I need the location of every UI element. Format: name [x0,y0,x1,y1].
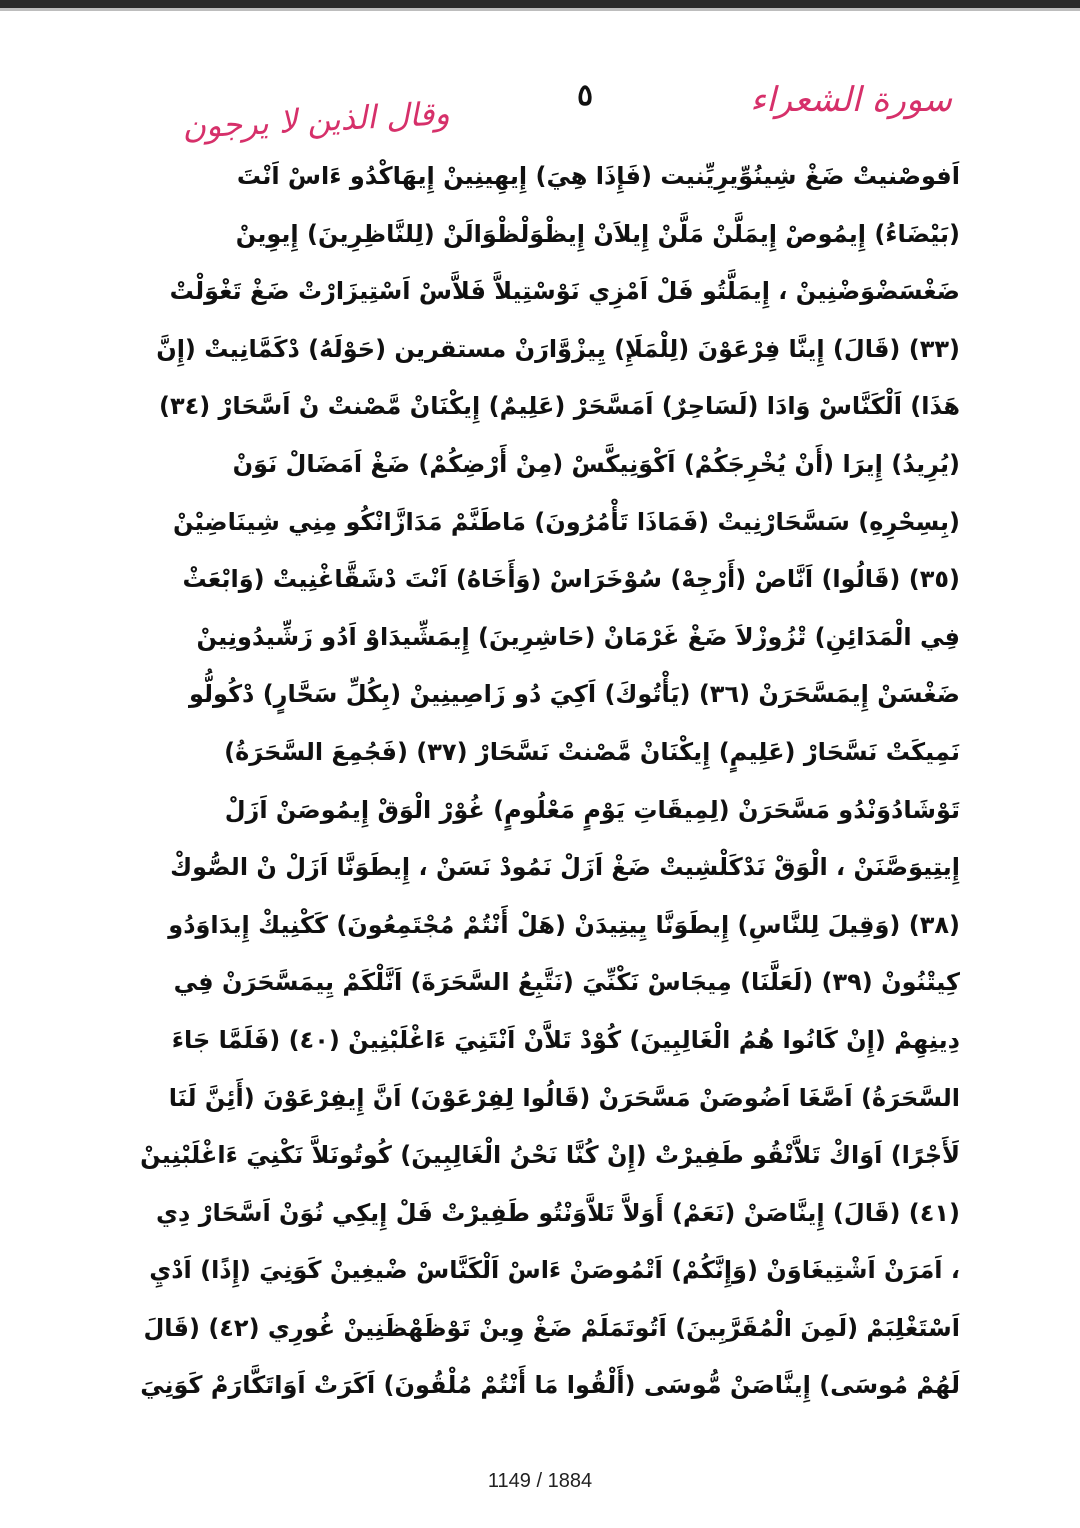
text-line: اَفوصْنيتْ ضَغْ شِينُوِّيرِيِّنيت (فَإِذَا هِيَ) إِيهِينِينْ إِيهَاكْدُو ءَاسْ اَنْتَ [236,162,960,190]
text-line: تَوْشَادُوَنْدُو مَسَّحَرَنْ (لِمِيقَاتِ يَوْمٍ مَعْلُومٍ) غُوْرْ الْوَقْ إِيمُوصَنْ اَزَلْ [224,795,960,824]
surah-title-handwritten: سورة الشعراء [750,80,952,120]
text-line: (بِسِحْرِهِ) سَسَّحَارْنِيتْ (فَمَاذَا تَأْمُرُونَ) مَاطَنَّمْ مَدَازَّانْكُو مِنِي شِينَاضِيْنْ [173,507,960,536]
text-line: ضَغْسَضْوَضْنِينْ ، إِيمَلَّتُو فَلْ اَمْزِي نَوْسْتِيلاَّ فَلاَّسْ اَسْتِيزَارْتْ ضَغْ تَغْوَلْتْ [169,277,960,306]
tafsir-text-block [140,148,960,1415]
top-scan-edge-shadow [0,8,1080,11]
text-line: (بَيْضَاءُ) إِيمُوصْ إِيمَلَّنْ مَلَّنْ إِيلاَنْ إِيظْوَلْظْوَالَنْ (لِلنَّاظِرِينَ) إِيوِينْ [235,219,960,248]
text-line: ، اَمَرَنْ اَشْتِيغَاوَنْ (وَإِنَّكُمْ) اَتْمُوصَنْ ءَاسْ اَلْكَنَّاسْ ضْيغِينْ كَوَنِيَ (إِذًا) اَدْيِ [149,1256,960,1285]
text-line: (٤١) (قَالَ) إِينَّاصَنْ (نَعَمْ) أَوَلاَّ تَلاَّوَنْتُو طَفِيرْتْ فَلْ إِيكِي نُوَنْ اَسَّحَارْ دِي [156,1198,960,1227]
page-counter: 1149 / 1884 [487,1470,593,1492]
text-line: (٣٨) (وَقِيلَ لِلنَّاسِ) إِيطَوَنَّا يِيتِيدَنْ (هَلْ أَنْتُمْ مُجْتَمِعُونَ) كَكْنِيكْ إِيدَاوَدُو [168,910,960,939]
text-line: كِيتْنُونْ (٣٩) (لَعَلَّنَا) مِيجَاسْ نَكْنِّيَ (نَتَّبِعُ السَّحَرَةَ) اَنَّلْكَمْ يِيمَسَّحَرَنْ فِي [173,968,960,997]
text-line: دِينِهِمْ (إِنْ كَانُوا هُمُ الْغَالِبِينَ) كُوْدْ تَلاَّنْ اَنْتَنِيَ ءَاغْلَبْنِينْ (٤٠) (فَلَمَّا جَاءَ [171,1025,960,1054]
page-number: ٥ [576,78,594,113]
text-line: السَّحَرَةُ) اَصَّغَا اَضُوصَنْ مَسَّحَرَنْ (قَالُوا لِفِرْعَوْنَ) اَنَّ إِيفِرْعَوْنَ (أَئِنَّ لَنَا [168,1083,960,1112]
text-line: لَهُمْ مُوسَى) إِينَّاصَنْ مُّوسَى (أَلْقُوا مَا أَنْتُمْ مُلْقُونَ) اَكَرَتْ اَوَاتَكَّارَمْ كَوَنِيَ [140,1371,960,1400]
text-line: لَأَجْرًا) اَوَاكْ تَلاَّنْقُو طَفِيرْتْ (إِنْ كُنَّا نَحْنُ الْغَالِبِينَ) كُوتُونَلاَّ نَكْنِيَ ءَاغْلَبْنِينْ [140,1141,960,1170]
text-line: (٣٣) (قَالَ) إِينَّا فِرْعَوْنَ (لِلْمَلَإِ) يِيزْوَّارَنْ مستقرين (حَوْلَهُ) دْكَمَّانِيتْ (إِنَّ [156,334,960,363]
text-line: (٣٥) (قَالُوا) اَنَّاصْ (أَرْجِهْ) سُوْخَرَاسْ (وَأَخَاهُ) اَنْتَ دْشَقَّاغْنِيتْ (وَابْعَثْ [182,565,960,594]
text-line: نَمِيكَتْ نَسَّحَارْ (عَلِيمٍ) إِيكْنَانْ مَّصْنتْ نَسَّحَارْ (٣٧) (فَجُمِعَ السَّحَرَةُ) [224,737,960,766]
text-line: فِي الْمَدَائِنِ) تْزُوزْلاَ ضَغْ غَرْمَانْ (حَاشِرِينَ) إِيمَشِّيدَاوْ اَدُو زَشِّيدُونِينْ [196,622,960,651]
text-line: ضَغْسَنْ إِيمَسَّحَرَنْ (٣٦) (يَأْتُوكَ) اَكِيَ دُو زَاصِينِينْ (بِكُلِّ سَحَّارٍ) دْكُولُّو [188,680,960,709]
text-line: اَسْتَغْلِبَمْ (لَمِنَ الْمُقَرَّبِينَ) اَتُوتَمَلَمْ ضَغْ وِينْ تَوْظَهْظَنِينْ غُورِي (٤٢) (قَالَ [143,1313,960,1342]
text-line: هَذَا) اَلْكَنَّاسْ وَادَا (لَسَاحِرٌ) اَمَسَّحَرْ (عَلِيمٌ) إِيكْنَانْ مَّصْنتْ نْ اَسَّحَارْ (٣٤) [158,392,960,421]
catchword-handwritten: وقال الذين لا يرجون [181,94,451,146]
top-scan-edge [0,0,1080,8]
text-line: إِيتِيوَصَّنَنْ ، الْوَقْ نَدْكَلْشِيتْ ضَغْ اَزَلْ نَمُودْ نَسَنْ ، إِيطَوَنَّا اَزَلْ نْ الصُّوكْ [170,853,960,882]
text-line: (يُرِيدُ) إِيرَا (أَنْ يُخْرِجَكُمْ) اَكْوَنِيكَّسْ (مِنْ أَرْضِكُمْ) ضَغْ اَمَضَالْ نَوَنْ [232,449,960,478]
